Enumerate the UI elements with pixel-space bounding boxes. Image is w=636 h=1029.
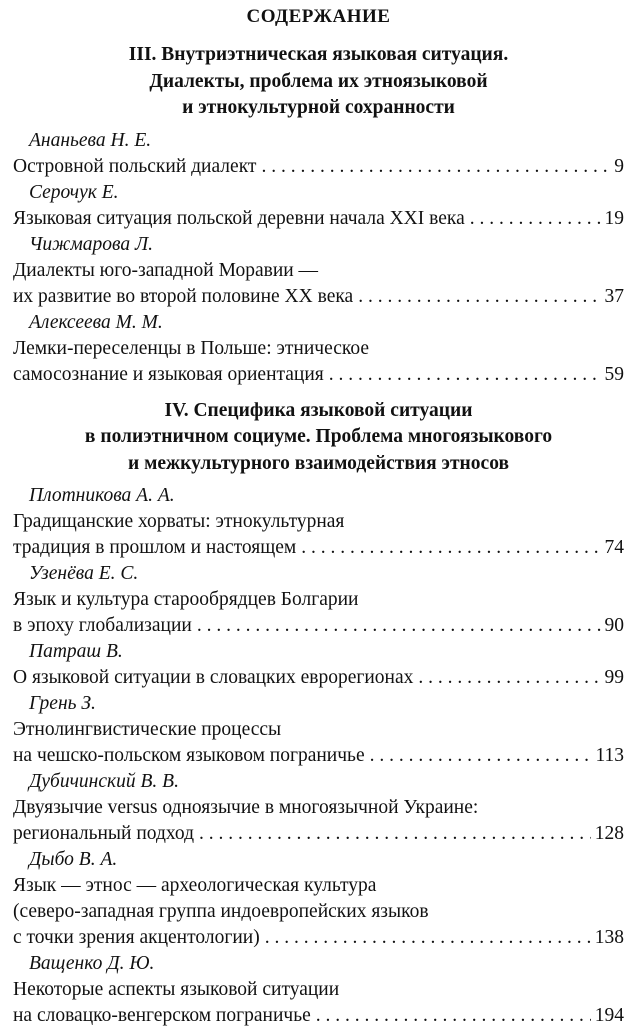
page-number[interactable]: 90 [605, 613, 625, 639]
dot-leader [261, 154, 610, 180]
dot-leader [418, 665, 600, 691]
entry-title-line: О языковой ситуации в словацких еврорегионах [13, 665, 413, 691]
dot-leader [316, 1003, 591, 1029]
entry-title-line: самосознание и языковая ориентация [13, 362, 324, 388]
page-number[interactable]: 194 [595, 1003, 624, 1029]
toc-entry[interactable] [13, 639, 624, 691]
dot-leader [370, 743, 592, 769]
entry-title-line: Этнолингвистические процессы [13, 717, 624, 743]
entry-last-line [13, 154, 624, 180]
entry-title-line: Двуязычие versus одноязычие в многоязычной Украине: [13, 795, 624, 821]
page-number[interactable]: 59 [605, 362, 625, 388]
entry-last-line [13, 362, 624, 388]
page-number[interactable]: 128 [595, 821, 624, 847]
entry-title-line: традиция в прошлом и настоящем [13, 535, 296, 561]
entry-title-line: региональный подход [13, 821, 194, 847]
page-number[interactable]: 113 [595, 743, 624, 769]
toc-entry[interactable] [13, 310, 624, 388]
page-number[interactable]: 9 [614, 154, 624, 180]
page-number[interactable]: 19 [605, 206, 625, 232]
dot-leader [199, 821, 591, 847]
entry-last-line [13, 925, 624, 951]
toc-title: СОДЕРЖАНИЕ [13, 4, 624, 30]
section-heading-line: III. Внутриэтническая языковая ситуация. [13, 42, 624, 69]
entry-author: Чижмарова Л. [13, 232, 624, 258]
entry-author: Дыбо В. А. [13, 847, 624, 873]
entry-author: Грень З. [13, 691, 624, 717]
entry-title-line: их развитие во второй половине XX века [13, 284, 353, 310]
entry-author: Дубичинский В. В. [13, 769, 624, 795]
dot-leader [197, 613, 601, 639]
dot-leader [470, 206, 601, 232]
entry-last-line [13, 535, 624, 561]
page-number[interactable]: 99 [605, 665, 625, 691]
toc-sections [13, 42, 624, 1029]
toc-entry[interactable] [13, 769, 624, 847]
page-number[interactable]: 74 [605, 535, 625, 561]
entry-title-line: Языковая ситуация польской деревни начала XXI века [13, 206, 465, 232]
entry-author: Серочук Е. [13, 180, 624, 206]
toc-entry[interactable] [13, 691, 624, 769]
toc-entry[interactable] [13, 483, 624, 561]
section-heading-line: и межкультурного взаимодействия этносов [13, 451, 624, 478]
page-number[interactable]: 138 [595, 925, 624, 951]
dot-leader [358, 284, 600, 310]
entry-title-line: Язык — этнос — археологическая культура [13, 873, 624, 899]
entry-title-line: в эпоху глобализации [13, 613, 192, 639]
section-heading [13, 42, 624, 122]
entry-title-line: Некоторые аспекты языковой ситуации [13, 977, 624, 1003]
entry-author: Алексеева М. М. [13, 310, 624, 336]
section-heading-line: и этнокультурной сохранности [13, 95, 624, 122]
toc-section [13, 398, 624, 1029]
page-number[interactable]: 37 [605, 284, 625, 310]
section-heading-line: IV. Специфика языковой ситуации [13, 398, 624, 425]
entry-title-line: Язык и культура старообрядцев Болгарии [13, 587, 624, 613]
entry-author: Узенёва Е. С. [13, 561, 624, 587]
entry-title-line: (северо-западная группа индоевропейских языков [13, 899, 624, 925]
dot-leader [265, 925, 591, 951]
entry-title-line: Лемки-переселенцы в Польше: этническое [13, 336, 624, 362]
entry-last-line [13, 821, 624, 847]
entry-last-line [13, 743, 624, 769]
entry-title-line: Островной польский диалект [13, 154, 256, 180]
entry-title-line: на чешско-польском языковом пограничье [13, 743, 365, 769]
entry-author: Ананьева Н. Е. [13, 128, 624, 154]
toc-entry[interactable] [13, 847, 624, 951]
entry-title-line: Диалекты юго-западной Моравии — [13, 258, 624, 284]
toc-entry[interactable] [13, 128, 624, 180]
entry-last-line [13, 1003, 624, 1029]
entry-title-line: с точки зрения акцентологии) [13, 925, 260, 951]
toc-entry[interactable] [13, 951, 624, 1029]
entry-author: Патраш В. [13, 639, 624, 665]
toc-entry[interactable] [13, 180, 624, 232]
section-heading-line: в полиэтничном социуме. Проблема многоязыкового [13, 424, 624, 451]
entry-last-line [13, 284, 624, 310]
dot-leader [301, 535, 600, 561]
entry-last-line [13, 613, 624, 639]
entry-author: Плотникова А. А. [13, 483, 624, 509]
entry-last-line [13, 665, 624, 691]
toc-section [13, 42, 624, 388]
toc-entry[interactable] [13, 561, 624, 639]
entry-author: Ващенко Д. Ю. [13, 951, 624, 977]
toc-entry[interactable] [13, 232, 624, 310]
entry-last-line [13, 206, 624, 232]
dot-leader [329, 362, 601, 388]
section-heading-line: Диалекты, проблема их этноязыковой [13, 69, 624, 96]
entry-title-line: Градищанские хорваты: этнокультурная [13, 509, 624, 535]
section-heading [13, 398, 624, 478]
entry-title-line: на словацко-венгерском пограничье [13, 1003, 311, 1029]
